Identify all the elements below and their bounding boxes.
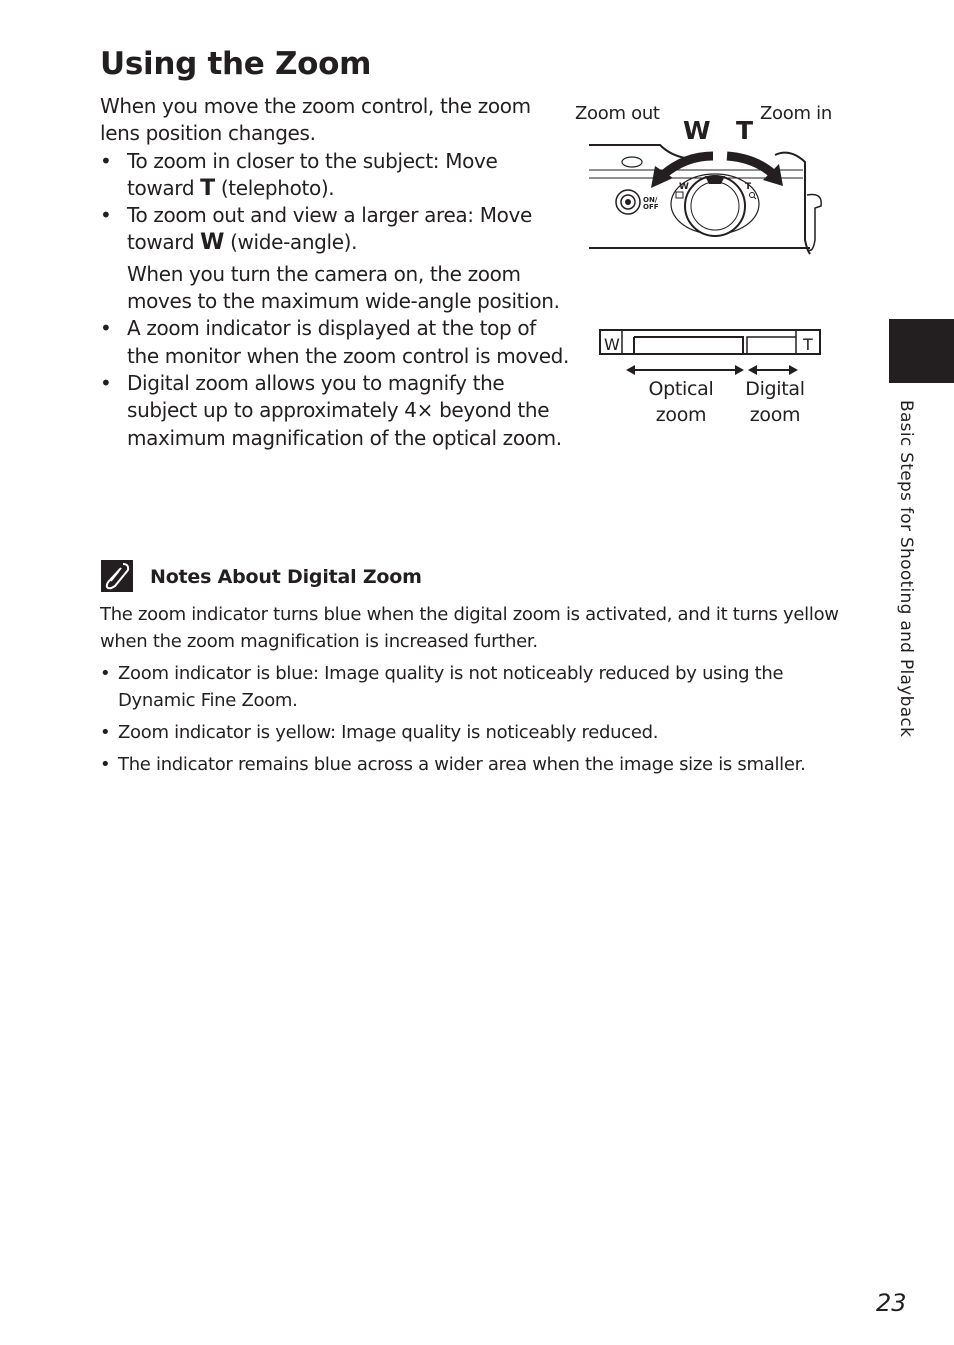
list-item: • Zoom indicator is blue: Image quality is not noticeably reduced by using the Dynamic Fine Zoom. <box>100 660 860 714</box>
notes-section <box>100 601 860 783</box>
zoom-in-label: Zoom in <box>760 103 832 124</box>
lever-t-label: T <box>745 182 752 192</box>
intro-lead: When you move the zoom control, the zoom lens position changes. <box>100 94 531 146</box>
list-item: • The indicator remains blue across a wider area when the image size is smaller. <box>100 751 860 778</box>
t-mark: T <box>736 116 754 145</box>
bullet-dot: • <box>100 722 111 743</box>
bullet-dot: • <box>100 203 112 228</box>
bar-t-label: T <box>803 335 813 354</box>
camera-body-drawing <box>575 100 845 260</box>
bullet-dot: • <box>100 663 111 684</box>
list-item: • To zoom in closer to the subject: Move toward T (telephoto). <box>100 148 498 201</box>
note-pencil-icon <box>101 560 133 592</box>
optical-zoom-label: Optical zoom <box>648 378 714 426</box>
intro-bullet-list <box>100 148 570 257</box>
bullet-dot: • <box>100 754 111 775</box>
page-number: 23 <box>876 1289 907 1317</box>
bullet-dot: • <box>100 370 112 395</box>
thumbnail-icon <box>676 192 683 198</box>
chapter-tab-label: Basic Steps for Shooting and Playback <box>896 400 916 738</box>
zoom-indicator-diagram <box>598 328 824 426</box>
wide-angle-glyph: W <box>200 230 225 256</box>
bullet-dot: • <box>100 148 112 173</box>
page-title: Using the Zoom <box>100 46 372 82</box>
list-item: • To zoom out and view a larger area: Move toward W (wide-angle). <box>100 203 532 256</box>
camera-zoom-control-diagram <box>575 100 845 260</box>
lever-w-label: W <box>679 182 689 192</box>
list-item: • Digital zoom allows you to magnify the subject up to approximately 4× beyond the maximum magnification of the optical zoom. <box>100 370 562 450</box>
zoom-out-label: Zoom out <box>575 103 660 124</box>
notes-intro: The zoom indicator turns blue when the digital zoom is activated, and it turns yellow when the zoom magnification is increased further. <box>100 604 839 652</box>
telephoto-glyph: T <box>200 175 215 201</box>
intro-section <box>100 93 570 452</box>
bar-w-label: W <box>604 335 620 354</box>
list-item: • Zoom indicator is yellow: Image quality is noticeably reduced. <box>100 719 860 746</box>
magnify-icon <box>750 193 755 198</box>
power-label-on: ON/ <box>643 196 658 204</box>
chapter-tab[interactable] <box>889 319 954 383</box>
notes-bullet-list <box>100 660 860 778</box>
intro-bullet-list-2 <box>100 315 570 451</box>
zoom-indicator-bar <box>598 328 824 358</box>
bullet-dot: • <box>100 316 112 341</box>
power-label-off: OFF <box>643 203 659 211</box>
list-item: • A zoom indicator is displayed at the top of the monitor when the zoom control is moved. <box>100 316 570 368</box>
notes-title: Notes About Digital Zoom <box>150 566 422 588</box>
digital-zoom-label: Digital zoom <box>745 378 805 426</box>
w-mark: W <box>683 116 711 145</box>
power-on-note: When you turn the camera on, the zoom moves to the maximum wide-angle position. <box>127 261 560 314</box>
